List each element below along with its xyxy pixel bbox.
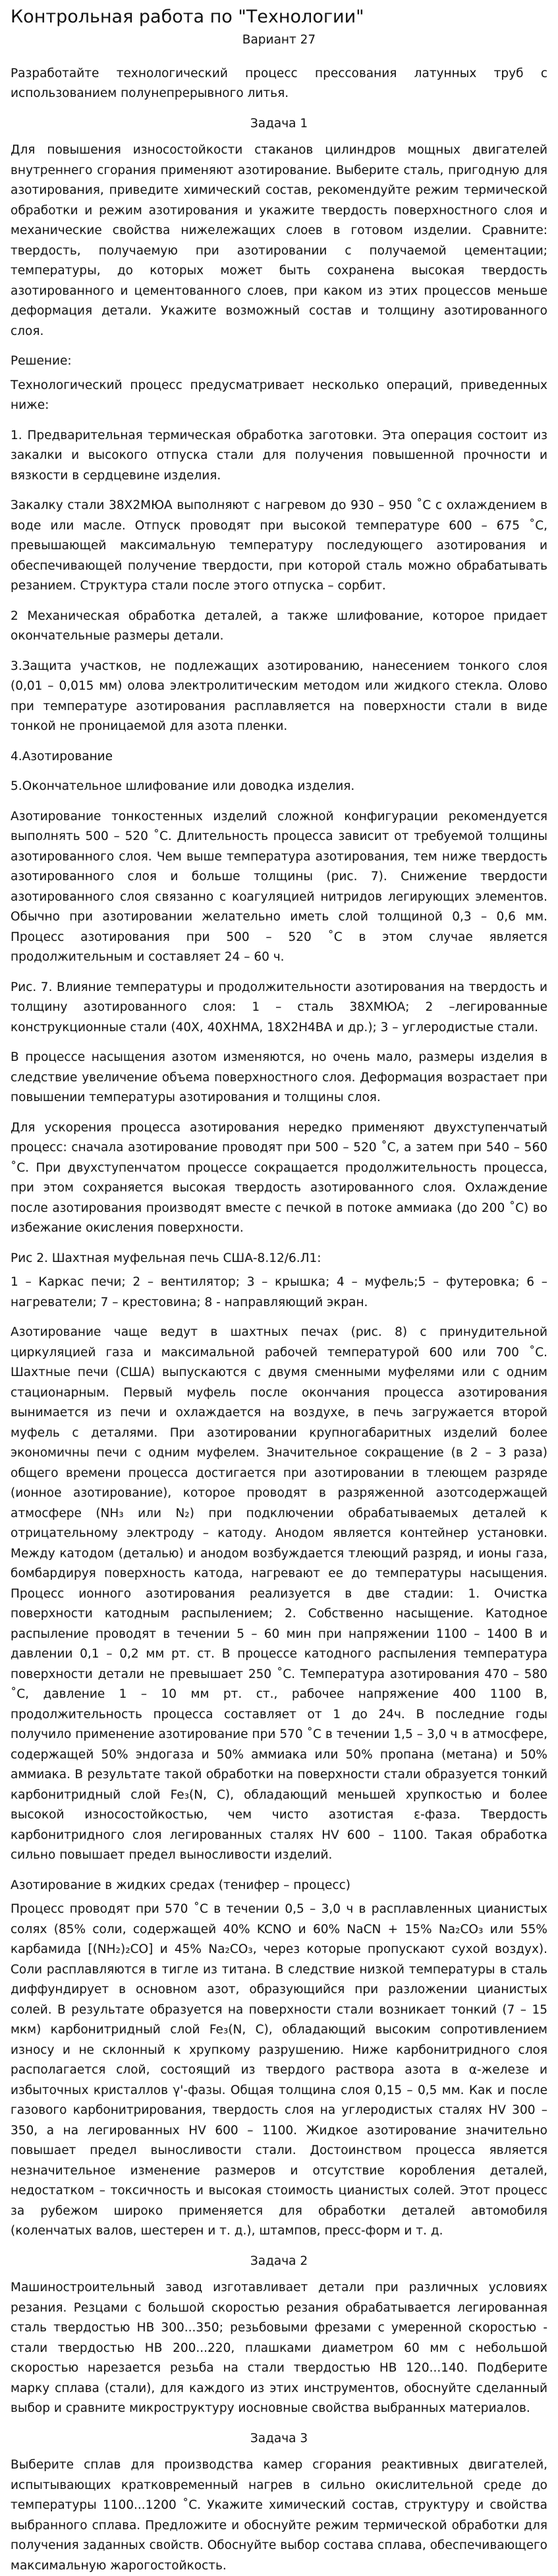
figure-2-legend: 1 – Каркас печи; 2 – вентилятор; 3 – крышка; 4 – муфель;5 – футеровка; 6 – нагреватели; 7 – крестовина; 8 - направляющий экран. [11, 1275, 547, 1309]
step-5-text: 5.Окончательное шлифование или доводка изделия. [11, 779, 355, 793]
step-2-text: 2 Механическая обработка деталей, а также шлифование, которое придает окончательные размеры детали. [11, 609, 547, 643]
task-2-heading: Задача 2 [250, 2254, 308, 2268]
variant-label: Вариант 27 [242, 33, 316, 47]
two-stage-paragraph: Для ускорения процесса азотирования нередко применяют двухступенчатый процесс: сначала азотирование проводят при 500 – 520 ˚С, а затем при 540 – 560 ˚С. При двухступенчатом процессе сокращается продолжительность процесса, при этом сохраняется высокая твердость азотированного слоя. Охлаждение после азотирования производят вместе с печкой в потоке аммиака (до 200 ˚С) во избежание окисления поверхности. [11, 1120, 547, 1235]
task-3-heading: Задача 3 [250, 2431, 308, 2445]
solution-label: Решение: [11, 354, 72, 368]
furnace-paragraph: Азотирование чаще ведут в шахтных печах (рис. 8) с принудительной циркуляцией газа и максимальной рабочей температурой 600 или 700 ˚С. Шахтные печи (США) выпускаются с двумя сменными муфелями или с одним стационарным. Первый муфель после окончания процесса азотирования вынимается из печи и охлаждается на воздухе, в печь загружается второй муфель с деталями. При азотировании крупногабаритных изделий более экономичны печи с одним муфелем. Значительное сокращение (в 2 – 3 раза) общего времени процесса достигается при азотировании в тлеющем разряде (ионное азотирование), которое проводят в разряженной азотсодержащей атмосфере (NH₃ или N₂) при подключении обрабатываемых деталей к отрицательному электроду – катоду. Анодом является контейнер установки. Между катодом (деталью) и анодом возбуждается тлеющий разряд, и ионы газа, бомбардируя поверхность катода, нагревают ее до температуры насыщения. Процесс ионного азотирования реализуется в две стадии: 1. Очистка поверхности катодным распылением; 2. Собственно насыщение. Катодное распыление проводят в течении 5 – 60 мин при напряжении 1100 – 1400 В и давлении 0,1 – 0,2 мм рт. ст. В процессе катодного распыления температура поверхности детали не превышает 250 ˚С. Температура азотирования 470 – 580 ˚С, давление 1 – 10 мм рт. ст., рабочее напряжение 400 1100 В, продолжительность процесса составляет от 1 до 24ч. В последние годы получило применение азотирование при 570 ˚С в течении 1,5 – 3,0 ч в атмосфере, содержащей 50% эндогаза и 50% аммиака или 50% пропана (метана) и 50% аммиака. В результате такой обработки на поверхности стали образуется тонкий карбонитридный слой Fe₃(N, C), обладающий меньшей хрупкостью и более высокой износостойкостью, чем чисто азотистая ε-фаза. Твердость карбонитридного слоя легированных сталях HV 600 – 1100. Такая обработка сильно повышает предел выносливости изделий. [11, 1325, 547, 1862]
step-1-detail: Закалку стали 38Х2МЮА выполняют с нагревом до 930 – 950 ˚С с охлаждением в воде или масле. Отпуск проводят при высокой температуре 600 – 675 ˚С, превышающей максимальную температуру последующего азотирования и обеспечивающей получение твердости, при которой сталь можно обрабатывать резанием. Структура стали после этого отпуска – сорбит. [11, 498, 547, 593]
document-title: Контрольная работа по "Технологии" [11, 7, 364, 27]
figure-2-caption: Рис 2. Шахтная муфельная печь США-8.12/6.Л1: [11, 1251, 321, 1265]
task-3-statement: Выберите сплав для производства камер сгорания реактивных двигателей, испытывающих кратковременный нагрев в сильно окислительной среде до температуры 1100...1200 ˚С. Укажите химический состав, структуру и свойства выбранного сплава. Предложите и обоснуйте режим термической обработки для получения заданных свойств. Обоснуйте выбор состава сплава, обеспечивающего максимальную жарогостойкость. [11, 2458, 547, 2573]
dimensions-paragraph: В процессе насыщения азотом изменяются, но очень мало, размеры изделия в следствие увеличение объема поверхностного слоя. Деформация возрастает при повышении температуры азотирования и толщины слоя. [11, 1050, 547, 1104]
task-1-statement: Для повышения износостойкости стаканов цилиндров мощных двигателей внутреннего сгорания применяют азотирование. Выберите сталь, пригодную для азотирования, приведите химический состав, рекомендуйте режим термической обработки и режим азотирования и укажите твердость поверхностного слоя и механические свойства нижележащих слоев в готовом изделии. Сравните: твердость, получаемую при азотировании с получаемой цементации; температуры, до которых может быть сохранена высокая твердость азотированного и цементованного слоев, при каком из этих процессов меньше деформация детали. Укажите возможный состав и толщину азотированного слоя. [11, 143, 547, 338]
solution-intro: Технологический процесс предусматривает несколько операций, приведенных ниже: [11, 378, 547, 412]
assignment-intro: Разработайте технологический процесс прессования латунных труб с использованием полунепрерывного литья. [11, 66, 547, 100]
figure-7-caption: Рис. 7. Влияние температуры и продолжительности азотирования на твердость и толщину азотированного слоя: 1 – сталь 38ХМЮА; 2 –легированные конструкционные стали (40Х, 40ХНМА, 18Х2Н4ВА и др.); 3 – углеродистые стали. [11, 980, 547, 1034]
task-2-statement: Машиностроительный завод изготавливает детали при различных условиях резания. Резцами с большой скоростью резания обрабатывается легированная сталь твердостью НВ 300...350; резьбовыми фрезами с умеренной скоростью - стали твердостью НВ 200...220, плашками диаметром 60 мм с небольшой скоростью нарезается резьба на стали твердостью НВ 120...140. Подберите марку сплава (стали), для каждого из этих инструментов, обоснуйте сделанный выбор и сравните микроструктуру иосновные свойства выбранных материалов. [11, 2281, 547, 2415]
task-1-heading: Задача 1 [250, 116, 308, 131]
step-3-text: 3.Защита участков, не подлежащих азотированию, нанесением тонкого слоя (0,01 – 0,015 мм) олова электролитическим методом или жидкого стекла. Олово при температуре азотирования расплавляется на поверхности стали в виде тонкой не проницаемой для азота пленки. [11, 659, 547, 733]
step-4-text: 4.Азотирование [11, 749, 113, 764]
step-1-text: 1. Предварительная термическая обработка заготовки. Эта операция состоит из закалки и высокого отпуска стали для получения повышенной прочности и вязкости в сердцевине изделия. [11, 428, 547, 483]
document [11, 5, 547, 2576]
nitriding-paragraph: Азотирование тонкостенных изделий сложной конфигурации рекомендуется выполнять 500 – 520 ˚С. Длительность процесса зависит от требуемой толщины азотированного слоя. Чем выше температура азотирования, тем ниже твердость азотированного слоя и больше толщины (рис. 7). Снижение твердости азотированного слоя связанно с коагуляцией нитридов легирующих элементов. Обычно при азотировании желательно иметь слой толщиной 0,3 – 0,6 мм. Процесс азотирования при 500 – 520 ˚С в этом случае является продолжительным и составляет 24 – 60 ч. [11, 809, 547, 964]
liquid-nitriding-heading: Азотирование в жидких средах (тенифер – процесс) [11, 1878, 350, 1892]
liquid-nitriding-paragraph: Процесс проводят при 570 ˚С в течении 0,5 – 3,0 ч в расплавленных цианистых солях (85% соли, содержащей 40% KCNO и 60% NaCN + 15% Na₂CO₃ или 55% карбамида [(NH₂)₂CO] и 45% Na₂CO₃, через которые пропускают сухой воздух). Соли расплавляются в тигле из титана. В следствие низкой температуры в сталь диффундирует в основном азот, образующийся при разложении цианистых солей. В результате образуется на поверхности стали возникает тонкий (7 – 15 мкм) карбонитридный слой Fe₃(N, C), обладающий высоким сопротивлением износу и не склонный к хрупкому разрушению. Ниже карбонитридного слоя располагается слой, состоящий из твердого раствора азота в α-железе и избыточных кристаллов γ'-фазы. Общая толщина слоя 0,15 – 0,5 мм. Как и после газового карбонитрирования, твердость слоя на углеродистых сталях HV 300 – 350, а на легированных HV 600 – 1100. Жидкое азотирование значительно повышает предел выносливости стали. Достоинством процесса является незначительное изменение размеров и отсутствие коробления деталей, недостатком – токсичность и высокая стоимость цианистых солей. Этот процесс за рубежом широко применяется для обработки деталей автомобиля (коленчатых валов, шестерен и т. д.), штампов, пресс-форм и т. д. [11, 1902, 547, 2238]
